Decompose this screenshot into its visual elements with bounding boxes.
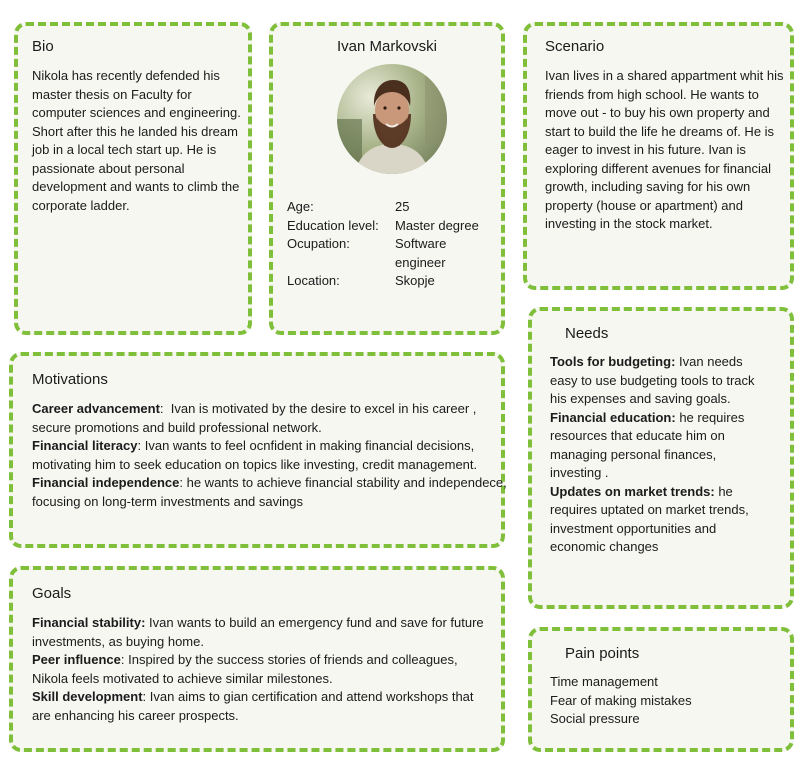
bio-card — [14, 22, 252, 335]
pain-points-card — [528, 627, 794, 752]
list-item — [32, 474, 507, 511]
profile-card — [269, 22, 505, 335]
item-term: Financial stability: — [32, 615, 146, 630]
pain-points-list — [550, 673, 780, 729]
item-text: Ivan needs easy to use budgeting tools to track his expenses and saving goals. — [550, 354, 755, 406]
item-term: Skill development — [32, 689, 143, 704]
occupation-value: Software engineer — [395, 236, 447, 270]
avatar-photo — [337, 64, 447, 174]
bio-text — [32, 67, 242, 215]
item-separator: : — [120, 652, 129, 667]
bio-paragraph: Nikola has recently defended his master thesis on Faculty for computer sciences and engineering. — [32, 68, 241, 120]
list-item — [550, 483, 755, 557]
needs-list — [550, 353, 755, 557]
item-term: Tools for budgeting: — [550, 354, 676, 369]
needs-title: Needs — [565, 325, 609, 342]
goals-title: Goals — [32, 585, 72, 602]
list-item — [550, 353, 755, 409]
list-item — [32, 614, 487, 651]
goals-card — [9, 566, 505, 752]
list-item: Social pressure — [550, 711, 640, 726]
bio-paragraph: Short after this he landed his dream job in a local tech start up. He is passionate about personal development and wants to climb the corporate ladder. — [32, 123, 240, 213]
item-term: Updates on market trends: — [550, 483, 715, 499]
item-text: Ivan wants to build an emergency fund and save for future investments, as buying home. — [32, 615, 484, 649]
motivations-list — [32, 400, 507, 511]
list-item — [32, 651, 487, 688]
scenario-text: Ivan lives in a shared appartment whit his friends from high school. He wants to move out - to buy his own property and start to build the life he dreams of. He is eager to invest in his future. Ivan is exploring different avenues for financial growth, including saving for his own property (house or apartment) and investing in the stock market. — [545, 68, 784, 231]
list-item: Fear of making mistakes — [550, 692, 692, 708]
item-text: he wants to achieve financial stability and independece, focusing on long-term investments and savings — [32, 475, 507, 509]
item-text: he requires resources that educate him on managing personal finances, investing . — [550, 409, 745, 480]
location-label: Location: — [287, 273, 340, 288]
pain-points-title: Pain points — [565, 645, 640, 662]
scenario-card — [523, 22, 794, 290]
item-text: Ivan aims to gian certification and attend workshops that are enhancing his career prospects. — [32, 689, 474, 723]
motivations-title: Motivations — [32, 371, 108, 388]
list-item — [32, 400, 507, 437]
item-text: Ivan wants to feel ocnfident in making financial decisions, motivating him to seek education on topics like investing, credit management. — [32, 438, 478, 472]
scenario-title: Scenario — [545, 38, 605, 55]
item-separator: : — [179, 475, 187, 490]
item-term: Financial education: — [550, 409, 676, 425]
item-term: Career advancement — [32, 401, 160, 416]
motivations-card — [9, 352, 505, 548]
list-item — [32, 437, 507, 474]
age-value: 25 — [395, 199, 410, 214]
item-separator: : — [137, 438, 145, 453]
education-value: Master degree — [395, 217, 479, 233]
list-item: Time management — [550, 674, 658, 689]
item-text: Ivan is motivated by the desire to excel in his career , secure promotions and build professional network. — [32, 401, 477, 435]
profile-details — [287, 198, 499, 291]
needs-card — [528, 307, 794, 609]
location-value: Skopje — [395, 273, 435, 288]
item-term: Financial independence — [32, 475, 180, 490]
occupation-label: Ocupation: — [287, 236, 350, 251]
item-term: Financial literacy — [32, 438, 138, 453]
education-label: Education level: — [287, 217, 379, 233]
item-text: Inspired by the success stories of friends and colleagues, Nikola feels motivated to achieve similar milestones. — [32, 652, 458, 686]
avatar — [337, 64, 447, 174]
item-term: Peer influence — [32, 652, 121, 667]
list-item — [550, 409, 755, 483]
age-label: Age: — [287, 199, 314, 214]
bio-title: Bio — [32, 38, 54, 55]
persona-name: Ivan Markovski — [336, 38, 438, 55]
goals-list — [32, 614, 487, 725]
item-text: he requires uptated on market trends, investment opportunities and economic changes — [550, 483, 749, 554]
list-item — [32, 688, 487, 725]
item-separator: : — [142, 689, 150, 704]
item-separator: : — [159, 401, 171, 416]
